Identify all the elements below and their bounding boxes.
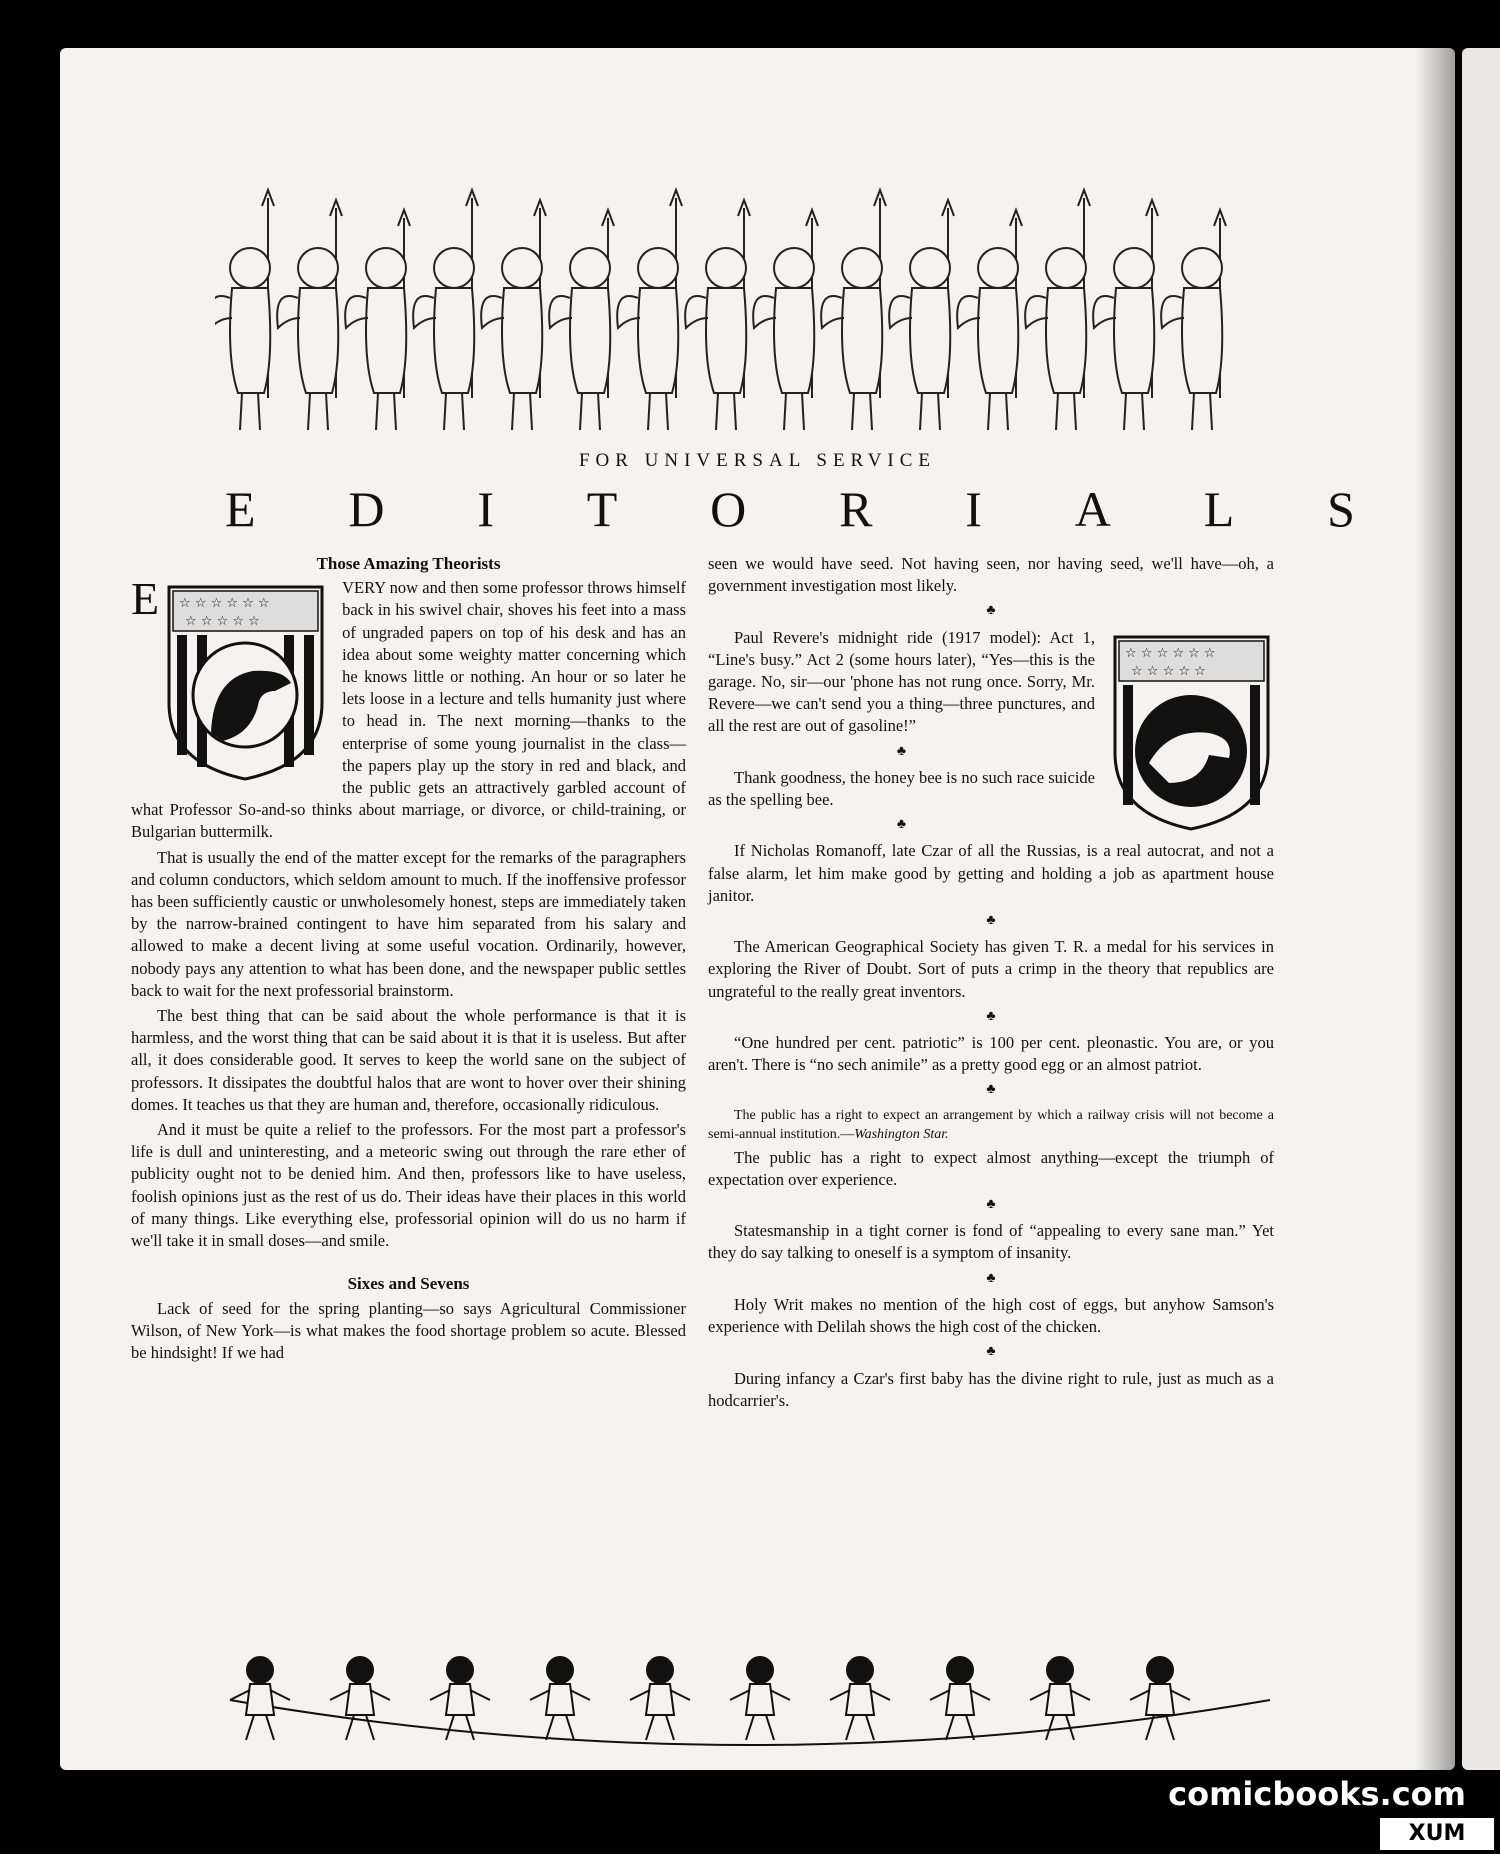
title-letter: T — [586, 481, 618, 537]
article-paragraph: Lack of seed for the spring planting—so says Agricultural Commissioner Wilson, of New York—is what makes the food shortage problem so acute. Blessed be hindsight! If we had — [131, 1298, 686, 1362]
svg-text:☆ ☆ ☆ ☆ ☆ ☆: ☆ ☆ ☆ ☆ ☆ ☆ — [179, 596, 270, 612]
child-figure — [930, 1657, 990, 1740]
child-figure — [530, 1657, 590, 1740]
quote-source: Washington Star. — [854, 1126, 949, 1142]
paragraph: Holy Writ makes no mention of the high cost of eggs, but anyhow Samson's experience with Delilah shows the high cost of the chicken. — [708, 1294, 1274, 1337]
svg-text:☆ ☆ ☆ ☆ ☆: ☆ ☆ ☆ ☆ ☆ — [1131, 663, 1206, 679]
cherub-figure — [821, 190, 886, 430]
title-letter: D — [348, 481, 385, 537]
svg-text:☆ ☆ ☆ ☆ ☆: ☆ ☆ ☆ ☆ ☆ — [185, 614, 260, 630]
cherub-figure — [753, 210, 818, 430]
ornament-icon: ♣ — [986, 1344, 996, 1360]
ornament-icon: ♣ — [896, 817, 907, 833]
left-column — [131, 553, 686, 1367]
cherubs-illustration — [215, 168, 1300, 448]
cherub-figure — [1093, 200, 1158, 430]
paragraph: Thank goodness, the honey bee is no such race suicide as the spelling bee. — [708, 767, 1095, 810]
article-paragraph — [131, 573, 686, 843]
child-figure — [230, 1657, 290, 1740]
cherub-figure — [1161, 210, 1226, 430]
title-letter: R — [839, 481, 873, 537]
title-letter: O — [710, 481, 747, 537]
site-watermark: comicbooks.com — [1168, 1775, 1466, 1813]
cherub-figure — [549, 210, 614, 430]
right-column — [708, 553, 1274, 1415]
child-figure — [330, 1657, 390, 1740]
title-letter: I — [965, 481, 982, 537]
title-letter: I — [477, 481, 494, 537]
paragraph: If Nicholas Romanoff, late Czar of all the Russias, is a real autocrat, and not a false alarm, let him make good by getting and holding a job as apartment house janitor. — [708, 841, 1274, 905]
article-text: VERY now and then some professor throws himself back in his swivel chair, shoves his feet into a mass of ungraded papers on top of his desk and has an idea about some weighty matter concerning which he knows little or nothing. An hour or so later he lets loose in a lecture and tells humanity just where to head in. The next morning—thanks to the enterprise of some young journalist in the class—the papers play up the story in red and black, and the public gets an attractively garbled account of what Professor So-and-so thinks about marriage, or divorce, or child-training, or Bulgarian buttermilk. — [131, 578, 686, 842]
paragraph: Statesmanship in a tight corner is fond of “appealing to every sane man.” Yet they do say talking to oneself is a symptom of insanity. — [708, 1221, 1274, 1263]
drop-cap: E — [131, 573, 160, 625]
ornament-icon: ♣ — [986, 913, 996, 929]
article-paragraph: That is usually the end of the matter except for the remarks of the paragraphers and column conductors, which seldom amount to much. If the inoffensive professor has been sufficiently caustic or unwholesomely honest, steps are immediately taken by the narrow-brained contingent to have him separated from his salary and allowed to make a decent living at some useful vocation. Ordinarily, however, nobody pays any attention to what has been done, and the newspaper public settles back to wait for the next professorial brainstorm. — [131, 847, 686, 1000]
paragraph: “One hundred per cent. patriotic” is 100 per cent. pleonastic. You are, or you aren't. There is “no sech animile” as a pretty good egg or an almost patriot. — [708, 1033, 1274, 1075]
crow-shield-icon — [163, 583, 328, 783]
paragraph: During infancy a Czar's first baby has the divine right to rule, just as much as a hodcarrier's. — [708, 1368, 1274, 1410]
xum-badge: XUM — [1380, 1818, 1494, 1850]
cherub-figure — [481, 200, 546, 430]
paragraph: Paul Revere's midnight ride (1917 model): Act 1, “Line's busy.” Act 2 (some hours later), “Yes—this is the garage. No, sir—our 'phone has not rung once. Sorry, Mr. Revere—we can't send you a thing—three punctures, and all the rest are out of gasoline!” — [708, 627, 1095, 736]
child-figure — [830, 1657, 890, 1740]
cherub-figure — [215, 190, 274, 430]
title-letter: S — [1327, 481, 1355, 537]
cherub-figure — [617, 190, 682, 430]
ornament-icon: ♣ — [986, 1270, 996, 1286]
quoted-paragraph — [708, 1106, 1274, 1144]
children-rope-illustration — [190, 1640, 1310, 1755]
child-figure — [1130, 1657, 1190, 1740]
ornament-icon: ♣ — [986, 1197, 996, 1213]
svg-text:☆ ☆ ☆ ☆ ☆ ☆: ☆ ☆ ☆ ☆ ☆ ☆ — [1125, 645, 1216, 661]
eagle-shield-icon — [1109, 633, 1274, 833]
paragraph: The public has a right to expect almost anything—except the triumph of expectation over experience. — [708, 1147, 1274, 1189]
article-paragraph: And it must be quite a relief to the professors. For the most part a professor's life is dull and uninteresting, and a meteoric swing out through the rare ether of publicity ought not to be denied him. And then, professors like to have useless, foolish opinions just as the rest of us do. Their ideas have their places in this world of many things. Like everything else, professorial opinion will do us no harm if we'll take it in small doses—and smile. — [131, 1120, 686, 1251]
child-figure — [630, 1657, 690, 1740]
child-figure — [730, 1657, 790, 1740]
cherub-figure — [685, 200, 750, 430]
article-paragraph: The best thing that can be said about the whole performance is that it is harmless, and the worst thing that can be said about it is that it is useless. But after all, it does considerable good. It serves to keep the world sane on the subject of professors. It dissipates the doubtful halos that are wont to hover over their shining domes. It teaches us that they are human and, therefore, occasionally ridiculous. — [131, 1006, 686, 1114]
cherub-figure — [413, 190, 478, 430]
ornament-icon: ♣ — [986, 1008, 996, 1024]
ornament-icon: ♣ — [986, 1082, 996, 1098]
article-heading-theorists: Those Amazing Theorists — [316, 554, 501, 573]
adjacent-page-edge — [1462, 48, 1500, 1770]
cherub-figure — [277, 200, 342, 430]
ornament-icon: ♣ — [986, 603, 996, 619]
gutter-shadow — [1415, 48, 1455, 1770]
article-heading-sixes: Sixes and Sevens — [347, 1274, 470, 1294]
section-label: FOR UNIVERSAL SERVICE — [578, 450, 937, 471]
ornament-icon: ♣ — [896, 743, 907, 759]
paragraph: seen we would have seed. Not having seen, nor having seed, we'll have—oh, a government investigation most likely. — [708, 554, 1274, 596]
quote-text: The public has a right to expect an arrangement by which a railway crisis will not become a semi-annual institution.— — [708, 1107, 1274, 1142]
cherub-figure — [345, 210, 410, 430]
title-letter: A — [1074, 481, 1111, 537]
cherub-figure — [889, 200, 954, 430]
page-title — [225, 480, 1355, 538]
child-figure — [430, 1657, 490, 1740]
cherub-figure — [957, 210, 1022, 430]
magazine-page — [60, 48, 1455, 1770]
cherub-figure — [1025, 190, 1090, 430]
title-letter: E — [225, 481, 256, 537]
paragraph: The American Geographical Society has given T. R. a medal for his services in exploring the River of Doubt. Sort of puts a crimp in the theory that republics are ungrateful to the really great inventors. — [708, 937, 1274, 1001]
title-letter: L — [1203, 481, 1235, 537]
